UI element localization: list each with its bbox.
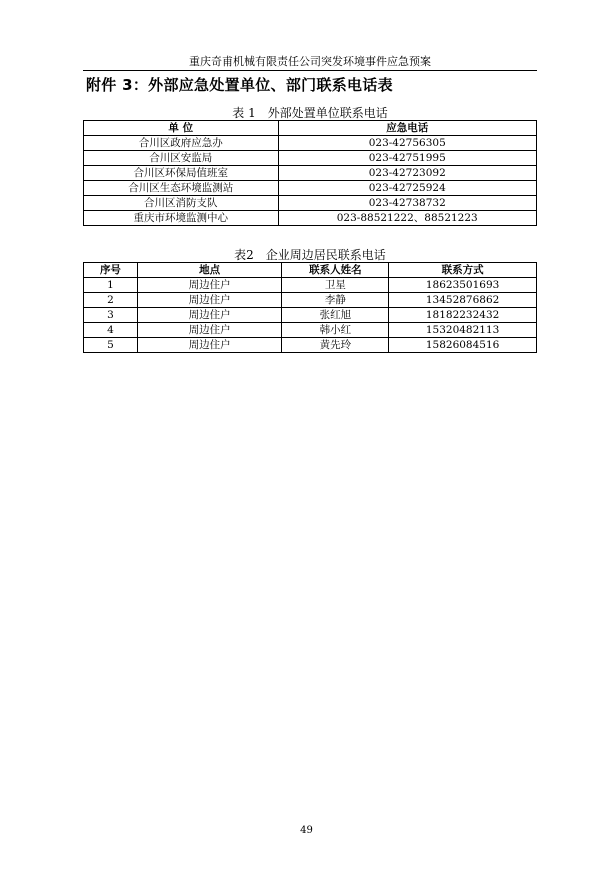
unit-cell: 合川区生态环境监测站 [84,181,279,196]
name-cell: 黄先玲 [282,338,389,353]
index-cell: 3 [84,308,138,323]
table-header-row [84,263,537,278]
phone-cell: 18182232432 [389,308,537,323]
index-cell: 4 [84,323,138,338]
phone-cell: 023-88521222、88521223 [278,211,537,226]
name-cell: 韩小红 [282,323,389,338]
unit-cell: 合川区消防支队 [84,196,279,211]
column-header-phone: 应急电话 [278,121,537,136]
residents-table [83,262,537,353]
table-row [84,181,537,196]
phone-cell: 023-42723092 [278,166,537,181]
table-header-row [84,121,537,136]
phone-cell: 15826084516 [389,338,537,353]
unit-cell: 重庆市环境监测中心 [84,211,279,226]
location-cell: 周边住户 [137,293,282,308]
index-cell: 5 [84,338,138,353]
page-number: 49 [300,825,313,836]
table-row [84,323,537,338]
table-row [84,196,537,211]
table2-caption: 表2 企业周边居民联系电话 [234,248,386,262]
column-header-contact-phone: 联系方式 [389,263,537,278]
phone-cell: 15320482113 [389,323,537,338]
phone-cell: 023-42751995 [278,151,537,166]
phone-cell: 023-42725924 [278,181,537,196]
table-row [84,151,537,166]
phone-cell: 023-42756305 [278,136,537,151]
phone-cell: 18623501693 [389,278,537,293]
column-header-index: 序号 [84,263,138,278]
unit-cell: 合川区政府应急办 [84,136,279,151]
name-cell: 张红旭 [282,308,389,323]
location-cell: 周边住户 [137,308,282,323]
table-row [84,136,537,151]
table-row [84,278,537,293]
unit-cell: 合川区环保局值班室 [84,166,279,181]
column-header-location: 地点 [137,263,282,278]
header-divider [83,70,537,71]
unit-cell: 合川区安监局 [84,151,279,166]
location-cell: 周边住户 [137,323,282,338]
index-cell: 1 [84,278,138,293]
phone-cell: 13452876862 [389,293,537,308]
name-cell: 李静 [282,293,389,308]
location-cell: 周边住户 [137,278,282,293]
index-cell: 2 [84,293,138,308]
external-units-table [83,120,537,226]
table-row [84,338,537,353]
location-cell: 周边住户 [137,338,282,353]
table1-caption: 表 1 外部处置单位联系电话 [232,106,388,120]
section-heading: 附件 3：外部应急处置单位、部门联系电话表 [86,76,393,94]
table-row [84,211,537,226]
phone-cell: 023-42738732 [278,196,537,211]
table-row [84,308,537,323]
document-header: 重庆奇甫机械有限责任公司突发环境事件应急预案 [189,55,431,68]
column-header-contact-name: 联系人姓名 [282,263,389,278]
table-row [84,293,537,308]
column-header-unit: 单 位 [84,121,279,136]
name-cell: 卫星 [282,278,389,293]
table-row [84,166,537,181]
